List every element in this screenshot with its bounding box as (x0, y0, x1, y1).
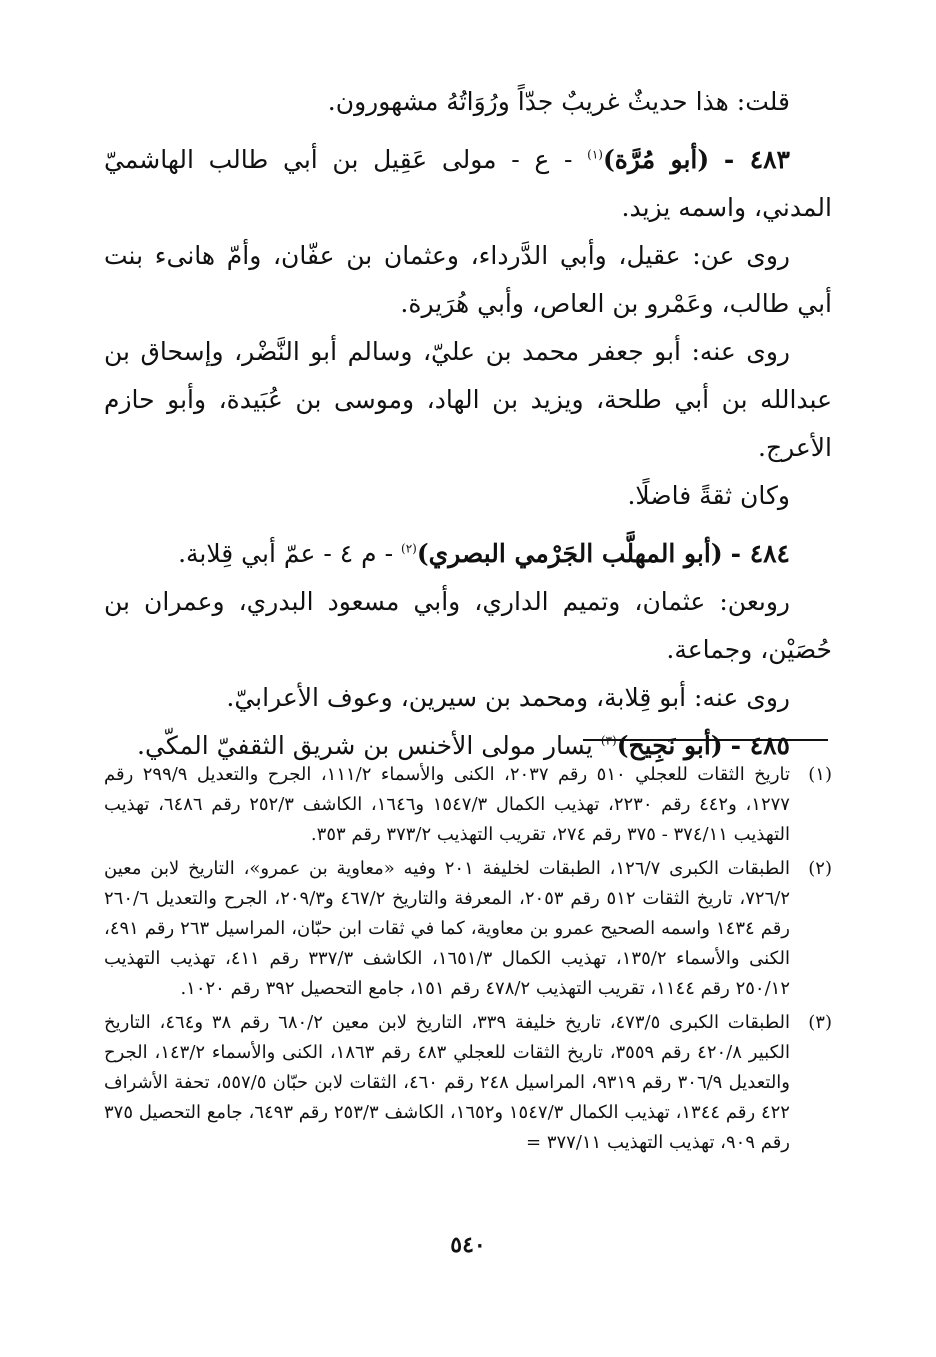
footnote-marker: (٢) (401, 541, 417, 556)
footnote (104, 854, 832, 1004)
entry-description: - م ٤ - عمّ أبي قِلابة. (178, 539, 394, 568)
narrated-from-paragraph: روى عن: عقيل، وأبي الدَّرداء، وعثمان بن عفّان، وأمّ هانىء بنت أبي طالب، وعَمْرو بن العاص، وأبي هُرَيرة. (104, 241, 832, 318)
footnote-text: تاريخ الثقات للعجلي ٥١٠ رقم ٢٠٣٧، الكنى والأسماء ١١١/٢، الجرح والتعديل ٢٩٩/٩ رقم ١٢٧٧، و٤٤٢ رقم ٢٢٣٠، تهذيب الكمال ١٥٤٧/٣ و١٦٤٦، الكاشف ٢٥٢/٣ رقم ٦٤٨٦، تهذيب التهذيب ٣٧٤/١١ - ٣٧٥ رقم ٢٧٤، تقريب التهذيب ٣٧٣/٢ رقم ٣٥٣. (104, 764, 790, 845)
entry-number: ٤٨٤ - (730, 539, 790, 568)
footnote-number: (٣) (808, 1012, 832, 1033)
footnote (104, 1008, 832, 1158)
entry-description: يسار مولى الأخنس بن شريق الثقفيّ المكّي. (137, 731, 593, 760)
narrators-paragraph: روى عنه: أبو جعفر محمد بن عليّ، وسالم أبو النَّضْر، وإسحاق بن عبدالله بن أبي طلحة، ويزيد بن الهاد، وموسى بن عُبَيدة، وأبو حازم الأعرج. (104, 337, 832, 462)
entry-483-heading (104, 136, 832, 232)
footnote (104, 760, 832, 850)
entry-description: - ع - مولى عَقِيل بن أبي طالب الهاشميّ المدني، واسمه يزيد. (104, 145, 832, 222)
footnote-separator (583, 739, 828, 741)
footnotes (104, 760, 832, 1162)
entry-number: ٤٨٣ - (723, 145, 790, 174)
comment-paragraph: قلت: هذا حديثٌ غريبٌ جدّاً ورُوَاتُهُ مشهورون. (327, 87, 790, 116)
narrated-from-paragraph: روىعن: عثمان، وتميم الداري، وأبي مسعود البدري، وعمران بن حُصَيْن، وجماعة. (104, 587, 832, 664)
entry-name: (أبو نَجِيح) (616, 731, 723, 760)
entry-number: ٤٨٥ - (730, 731, 790, 760)
main-text (104, 78, 832, 770)
footnote-number: (١) (808, 764, 832, 785)
narrators-paragraph: روى عنه: أبو قِلابة، ومحمد بن سيرين، وعوف الأعرابيّ. (226, 683, 790, 712)
footnote-text: الطبقات الكبرى ٤٧٣/٥، تاريخ خليفة ٣٣٩، التاريخ لابن معين ٦٨٠/٢ رقم ٣٨ و٤٦٤، التاريخ الكبير ٤٢٠/٨ رقم ٣٥٥٩، تاريخ الثقات للعجلي ٤٨٣ رقم ١٨٦٣، الكنى والأسماء ١٤٣/٢، الجرح والتعديل ٣٠٦/٩ رقم ٩٣١٩، المراسيل ٢٤٨ رقم ٤٦٠، الثقات لابن حبّان ٥٥٧/٥، تحفة الأشراف ٤٢٢ رقم ١٣٤٤، تهذيب الكمال ١٥٤٧/٣ و١٦٥٢، الكاشف ٢٥٣/٣ رقم ٦٤٩٣، جامع التحصيل ٣٧٥ رقم ٩٠٩، تهذيب التهذيب ٣٧٧/١١ = (104, 1012, 791, 1153)
page-number: ٥٤٠ (450, 1232, 486, 1258)
footnote-marker: (٣) (600, 733, 617, 748)
footnote-number: (٢) (808, 858, 832, 879)
entry-484-heading (104, 530, 832, 578)
footnote-marker: (١) (587, 147, 603, 162)
entry-name: (أبو المهلَّب الجَرْمي البصري) (416, 539, 723, 568)
footnote-text: الطبقات الكبرى ١٢٦/٧، الطبقات لخليفة ٢٠١ وفيه «معاوية بن عمرو»، التاريخ لابن معين ٧٢٦/٢، تاريخ الثقات ٥١٢ رقم ٢٠٥٣، المعرفة والتاريخ ٤٦٧/٢ و٢٠٩/٣، الجرح والتعديل ٢٦٠/٦ رقم ١٤٣٤ واسمه الصحيح عمرو بن معاوية، كما في ثقات ابن حبّان، المراسيل ٢٦٣ رقم ٤٩١، الكنى والأسماء ١٣٥/٢، تهذيب الكمال ١٦٥١/٣، الكاشف ٣٣٧/٣ رقم ٤١١، تهذيب التهذيب ٢٥٠/١٢ رقم ١١٤٤، تقريب التهذيب ٤٧٨/٢ رقم ١٥١، جامع التحصيل ٣٩٢ رقم ١٠٢٠. (104, 858, 790, 999)
note-paragraph: وكان ثقةً فاضلًا. (627, 481, 790, 510)
entry-name: (أبو مُرَّة) (602, 145, 710, 174)
